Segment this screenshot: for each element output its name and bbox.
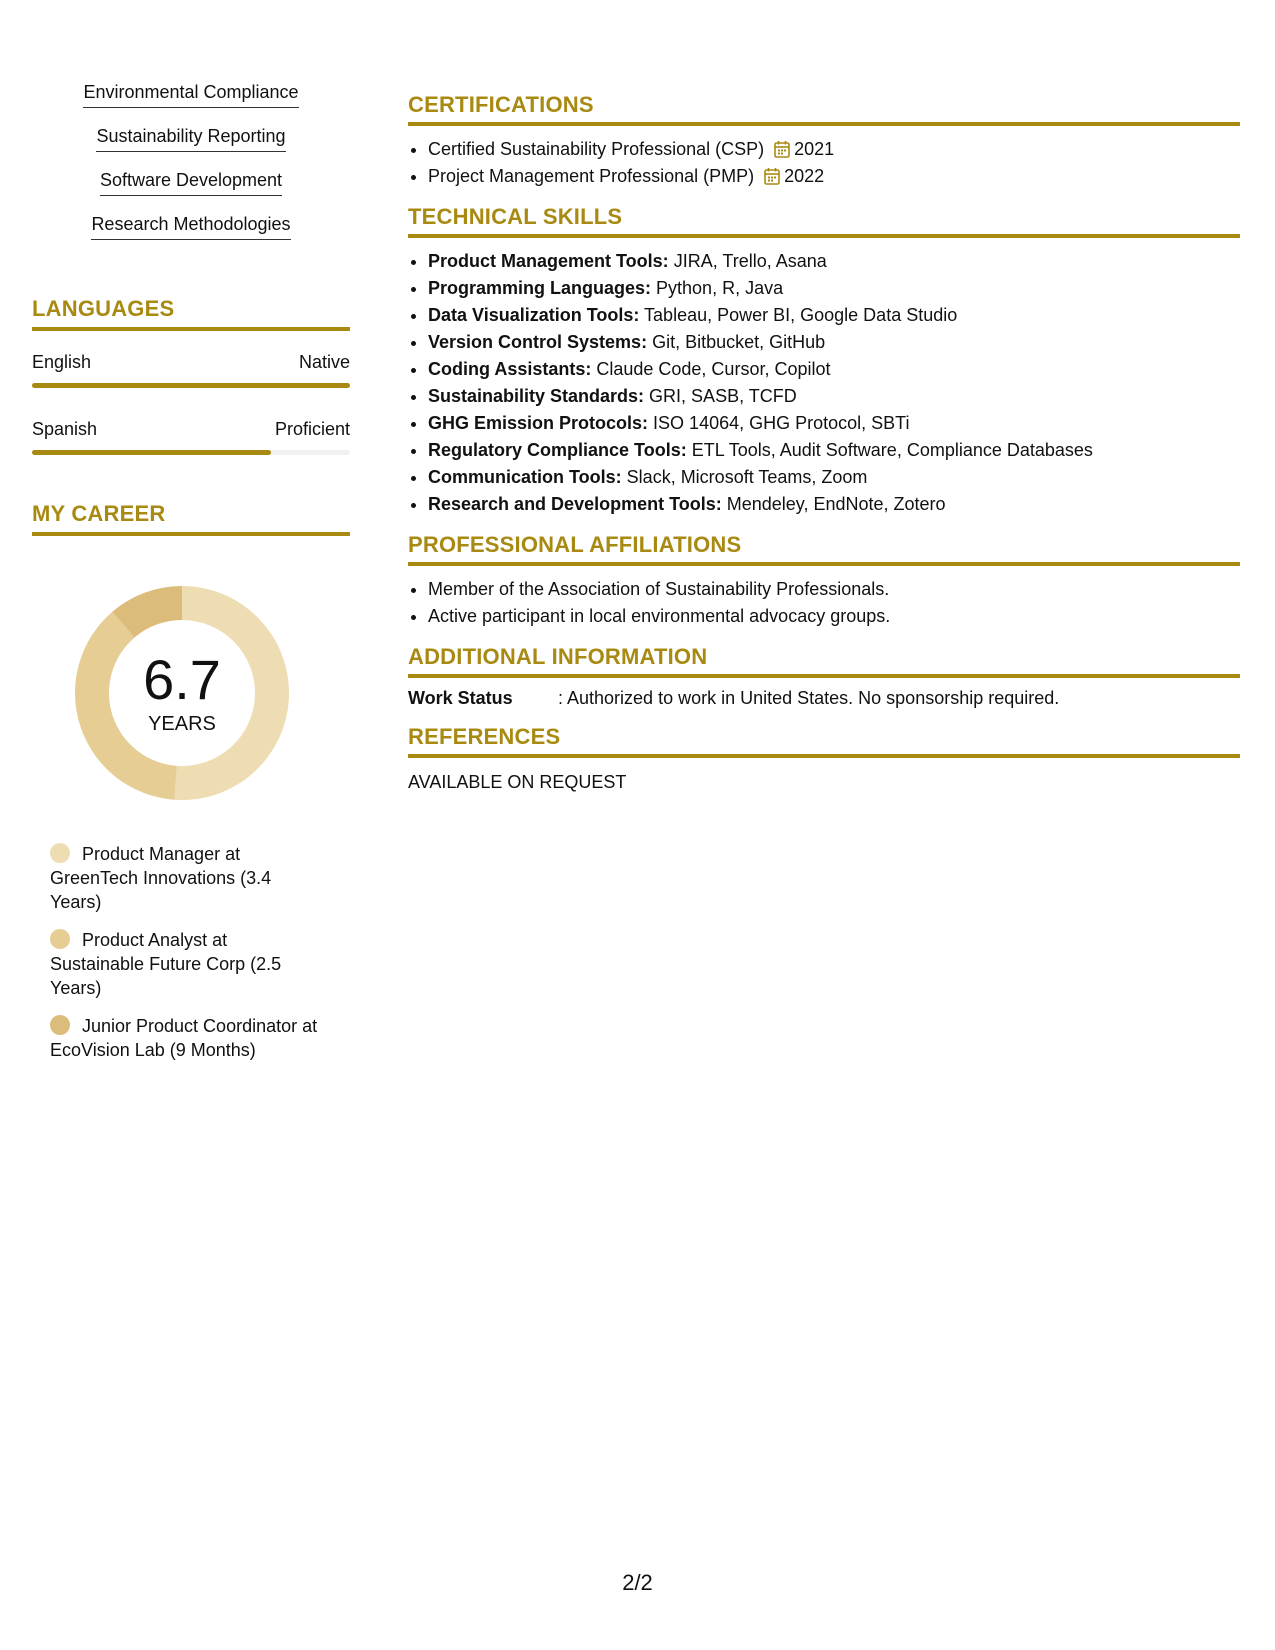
technical-skill-label: Regulatory Compliance Tools: [428,440,687,460]
technical-skill-value: Claude Code, Cursor, Copilot [591,359,831,379]
certification-year: 2022 [784,166,825,186]
career-legend-item [50,1014,320,1062]
language-level: Native [298,352,350,372]
technical-skill-value: ETL Tools, Audit Software, Compliance Databases [686,440,1093,460]
language-item [32,418,350,455]
technical-skill-label: Research and Development Tools: [428,494,722,514]
technical-skill-item [428,383,1240,410]
career-legend-item [50,928,320,1000]
certification-item [428,163,1240,190]
affiliations-section [408,532,1240,630]
technical-skill-item [428,437,1240,464]
career-donut-chart [67,578,297,808]
technical-skills-section [408,204,1240,518]
technical-skill-label: Communication Tools: [428,467,622,487]
language-name: English [32,352,92,372]
career-legend-item [50,842,320,914]
language-level: Proficient [274,419,350,439]
additional-info-heading: ADDITIONAL INFORMATION [408,644,1240,678]
languages-section [32,296,350,455]
technical-skill-item [428,356,1240,383]
affiliations-heading: PROFESSIONAL AFFILIATIONS [408,532,1240,566]
certifications-heading: CERTIFICATIONS [408,92,1240,126]
technical-skill-label: Coding Assistants: [428,359,592,379]
references-heading: REFERENCES [408,724,1240,758]
skill-tag: Research Methodologies [91,212,290,240]
technical-skill-value: GRI, SASB, TCFD [644,386,797,406]
career-legend-text: Junior Product Coordinator at EcoVision Lab (9 Months) [50,1016,318,1060]
technical-skill-label: Programming Languages: [428,278,652,298]
certification-year: 2021 [794,139,835,159]
technical-skill-label: Sustainability Standards: [428,386,645,406]
technical-skill-label: Version Control Systems: [428,332,648,352]
technical-skill-value: Python, R, Java [651,278,784,298]
language-item [32,351,350,388]
technical-skill-item [428,248,1240,275]
right-column [408,92,1240,808]
legend-dot-icon [50,843,70,863]
page-number: 2/2 [622,1570,653,1595]
language-name: Spanish [32,419,98,439]
technical-skill-value: Mendeley, EndNote, Zotero [721,494,946,514]
legend-dot-icon [50,1015,70,1035]
skill-tag: Software Development [100,168,282,196]
language-bar-track [32,450,350,455]
technical-skill-item [428,464,1240,491]
career-heading: MY CAREER [32,501,350,536]
language-bar-fill [32,383,350,388]
languages-heading: LANGUAGES [32,296,350,331]
certification-item [428,136,1240,163]
technical-skill-label: Data Visualization Tools: [428,305,640,325]
technical-skill-label: GHG Emission Protocols: [428,413,649,433]
career-legend-text: Product Manager at GreenTech Innovations (3.4 Years) [50,844,272,912]
career-legend [50,842,320,1062]
calendar-icon [764,167,780,185]
technical-skill-item [428,410,1240,437]
technical-skill-item [428,275,1240,302]
technical-skill-value: ISO 14064, GHG Protocol, SBTi [648,413,910,433]
work-status-value: : Authorized to work in United States. No sponsorship required. [558,688,1060,708]
technical-skill-label: Product Management Tools: [428,251,669,271]
technical-skill-item [428,329,1240,356]
technical-skill-item [428,491,1240,518]
references-section [408,724,1240,794]
certification-name: Project Management Professional (PMP) [428,166,755,186]
affiliation-item: • Active participant in local environmental advocacy groups. [428,603,1240,630]
career-total-unit: YEARS [148,713,216,735]
language-bar-fill [32,450,271,455]
career-total-value: 6.7 [143,648,221,711]
technical-skill-value: Tableau, Power BI, Google Data Studio [639,305,958,325]
affiliation-item: • Member of the Association of Sustainability Professionals. [428,576,1240,603]
skill-tags [32,80,350,256]
skill-tag: Environmental Compliance [83,80,298,108]
certifications-section [408,92,1240,190]
legend-dot-icon [50,929,70,949]
career-legend-text: Product Analyst at Sustainable Future Corp (2.5 Years) [50,930,282,998]
additional-info-section [408,644,1240,710]
technical-skill-item [428,302,1240,329]
technical-skill-value: JIRA, Trello, Asana [668,251,827,271]
language-bar-track [32,383,350,388]
left-column [32,80,350,1076]
technical-skill-value: Slack, Microsoft Teams, Zoom [621,467,868,487]
technical-skill-value: Git, Bitbucket, GitHub [647,332,826,352]
technical-skills-heading: TECHNICAL SKILLS [408,204,1240,238]
calendar-icon [774,140,790,158]
career-section [32,501,350,1062]
work-status-label: Work Status [408,688,513,708]
certification-name: Certified Sustainability Professional (CSP) [428,139,765,159]
skill-tag: Sustainability Reporting [96,124,285,152]
references-text: AVAILABLE ON REQUEST [408,772,627,792]
